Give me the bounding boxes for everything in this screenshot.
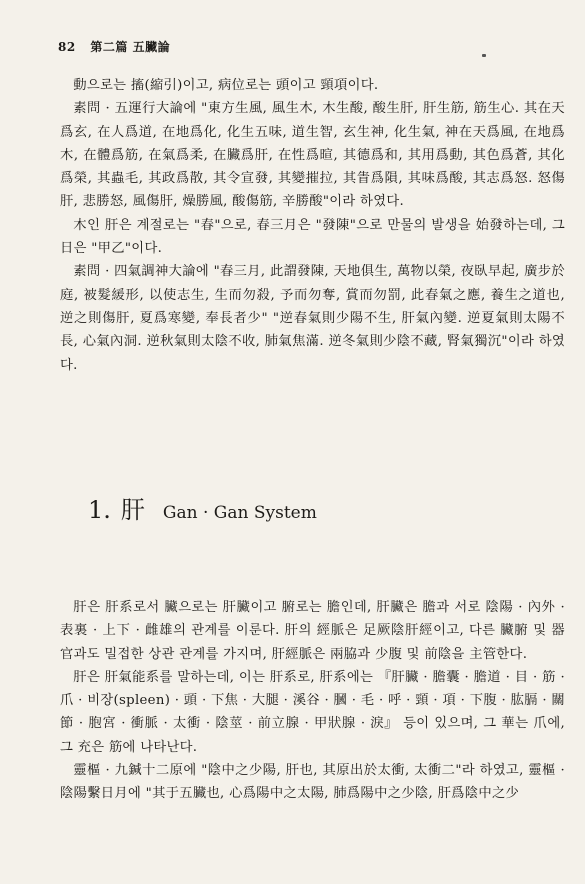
section-number: 1. [88,496,111,524]
text-block-upper [60,74,565,377]
paragraph: 素問 · 四氣調神大論에 "春三月, 此謂發陳, 天地俱生, 萬物以榮, 夜臥早起, 廣步於庭, 被髮緩形, 以使志生, 生而勿殺, 予而勿奪, 賞而勿罰, 此春氣之應, 養生之道也, 逆之則傷肝, 夏爲寒變, 奉長者少" "逆春氣則少陽不生, 肝氣內變. 逆夏氣則太陽不長, 心氣內洞. 逆秋氣則太陰不收, 肺氣焦滿. 逆冬氣則少陰不藏, 腎氣獨沉"이라 하였다. [60,264,565,373]
text-block-lower [60,596,565,806]
paragraph: 木인 肝은 계절로는 "春"으로, 春三月은 "發陳"으로 만물의 발생을 始發하는데, 그 日은 "甲乙"이다. [60,217,565,257]
paragraph: 靈樞 · 九鍼十二原에 "陰中之少陽, 肝也, 其原出於太衝, 太衝二"라 하였고, 靈樞 · 陰陽繫日月에 "其于五臟也, 心爲陽中之太陽, 肺爲陽中之少陰, 肝爲陰中之少 [60,763,565,802]
paragraph: 動으로는 搐(縮引)이고, 病位로는 頭이고 頸項이다. [73,78,379,93]
paragraph: 素問 · 五運行大論에 "東方生風, 風生木, 木生酸, 酸生肝, 肝生筋, 筋生心. 其在天爲玄, 在人爲道, 在地爲化, 化生五味, 道生智, 玄生神, 化生氣, 神在天爲風, 在地爲木, 在體爲筋, 在氣爲柔, 在臟爲肝, 在性爲暄, 其德爲和, 其用爲動, 其色爲蒼, 其化爲榮, 其蟲毛, 其政爲散, 其令宣發, 其變摧拉, 其眚爲隕, 其味爲酸, 其志爲怒. 怒傷肝, 悲勝怒, 風傷肝, 燥勝風, 酸傷筋, 辛勝酸"이라 하였다. [60,101,565,210]
running-header [58,38,170,55]
paragraph: 肝은 肝氣能系를 말하는데, 이는 肝系로, 肝系에는 『肝臟 · 膽囊 · 膽道 · 目 · 筋 · 爪 · 비장(spleen) · 頭 · 下焦 · 大腿 · 溪谷 · 膕 · 毛 · 呼 · 頸 · 項 · 下腹 · 肱膈 · 關節 · 胞宮 · 衝脈 · 太衝 · 陰莖 · 前立腺 · 甲狀腺 · 淚』 등이 있으며, 그 華는 爪에, 그 充은 筋에 나타난다. [60,669,565,755]
section-hanja: 肝 [120,496,145,524]
section-english-title: Gan · Gan System [162,503,317,523]
page-number: 82 [58,40,76,54]
ink-speck [482,54,486,57]
chapter-title: 第二篇 五臟論 [90,40,171,54]
section-heading [88,494,317,529]
paragraph: 肝은 肝系로서 臟으로는 肝臟이고 腑로는 膽인데, 肝臟은 膽과 서로 陰陽 · 內外 · 表裏 · 上下 · 雌雄의 관계를 이룬다. 肝의 經脈은 足厥陰肝經이고, 다른 臟腑 및 器官과도 밀접한 상관 관계를 가지며, 肝經脈은 兩脇과 少腹 및 前陰을 主管한다. [60,600,565,662]
